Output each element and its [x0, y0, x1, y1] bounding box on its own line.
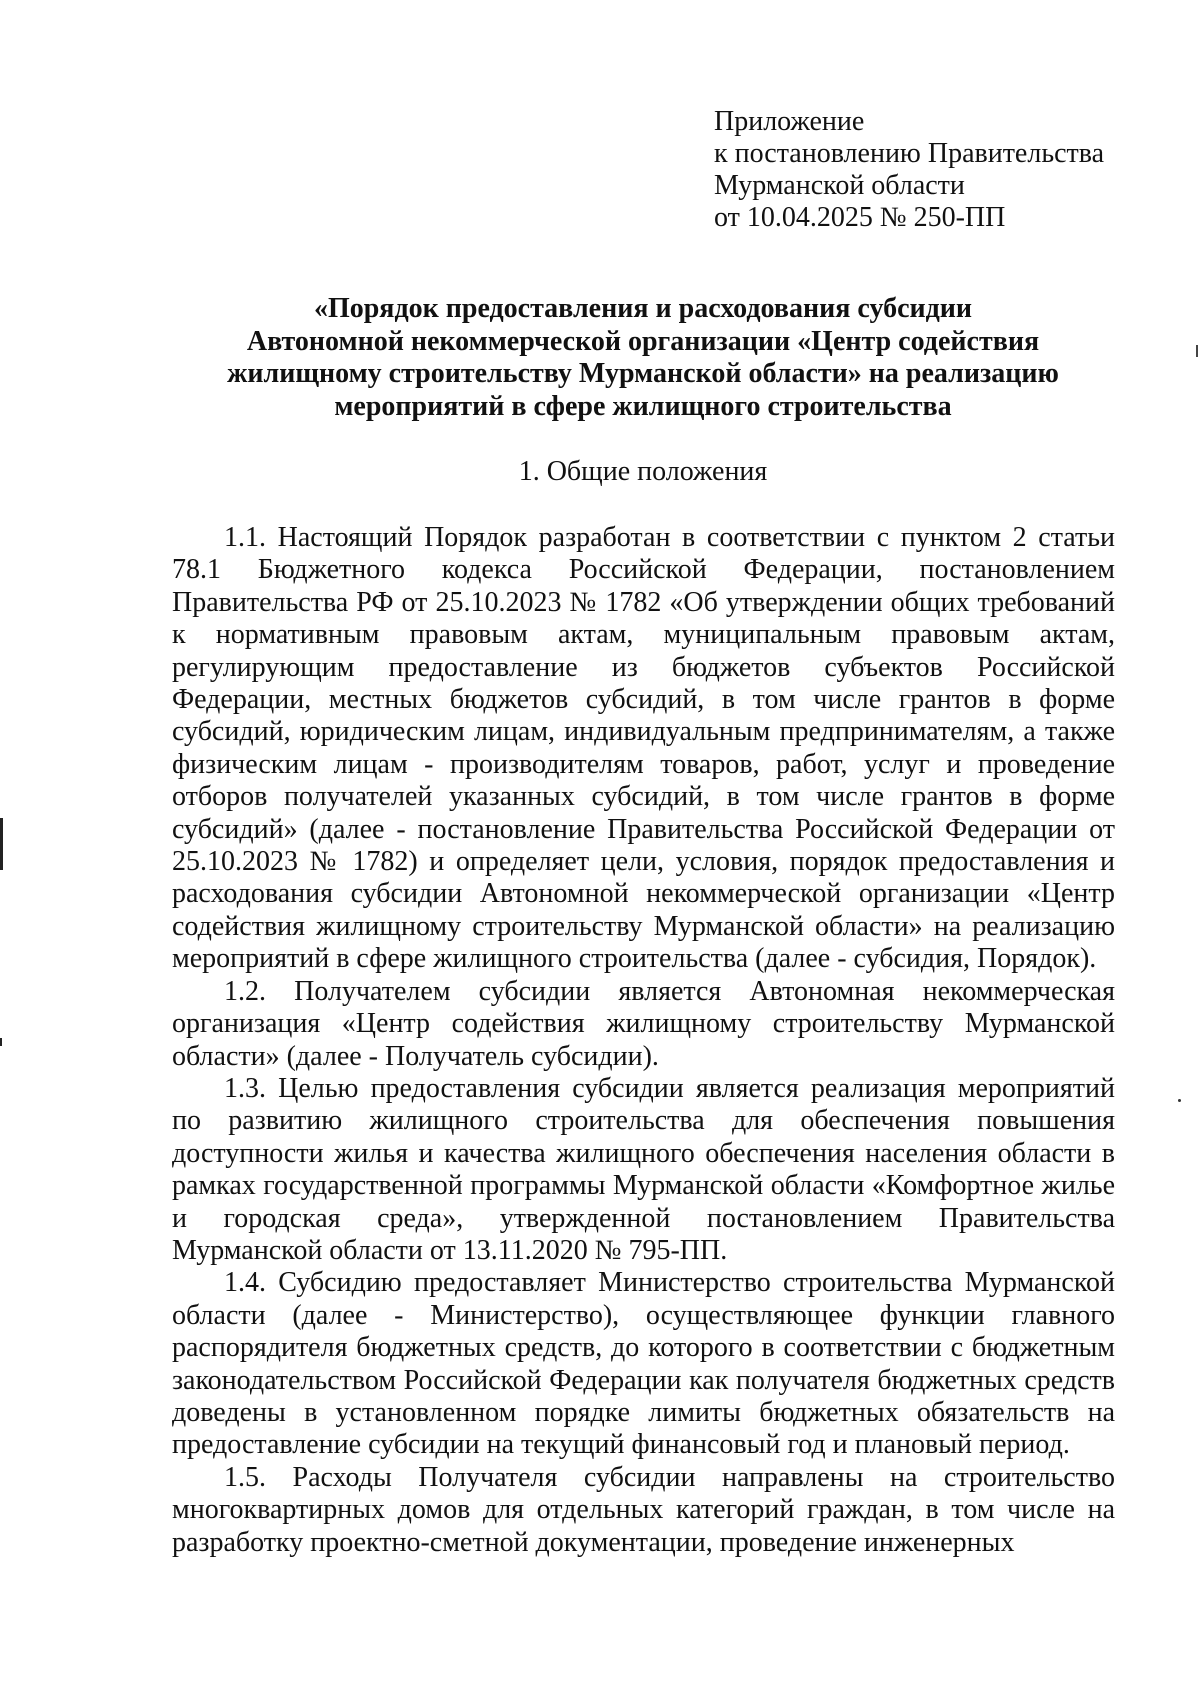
document-body [172, 522, 1115, 1559]
document-title [172, 293, 1114, 423]
paragraph-1-2: 1.2. Получателем субсидии является Автономная некоммерческая организация «Центр содействия жилищному строительству Мурманской области» (далее - Получатель субсидии). [172, 975, 1115, 1072]
scan-artifact-dot [1178, 1099, 1181, 1102]
title-line-4: мероприятий в сфере жилищного строительства [334, 390, 952, 422]
scan-artifact-left [0, 818, 3, 870]
appendix-line-2: к постановлению Правительства [714, 138, 1105, 169]
title-line-2: Автономной некоммерческой организации «Центр содействия [246, 325, 1040, 357]
paragraph-1-4: 1.4. Субсидию предоставляет Министерство строительства Мурманской области (далее - Министерство), осуществляющее функции главного распорядителя бюджетных средств, до которого в соответствии с бюджетным законодательством Российской Федерации как получателя бюджетных средств доведены в установленном порядке лимиты бюджетных обязательств на предоставление субсидии на текущий финансовый год и плановый период. [172, 1267, 1115, 1461]
appendix-line-4: от 10.04.2025 № 250-ПП [714, 202, 1006, 233]
paragraph-1-5: 1.5. Расходы Получателя субсидии направлены на строительство многоквартирных домов для отдельных категорий граждан, в том числе на разработку проектно-сметной документации, проведение инженерных [172, 1461, 1115, 1558]
appendix-line-3: Мурманской области [714, 170, 965, 201]
title-line-3: жилищному строительству Мурманской области» на реализацию [227, 358, 1059, 389]
scan-artifact-right [1196, 345, 1198, 357]
section-heading: 1. Общие положения [518, 456, 768, 487]
paragraph-1-3: 1.3. Целью предоставления субсидии является реализация мероприятий по развитию жилищного строительства для обеспечения повышения доступности жилья и качества жилищного обеспечения населения области в рамках государственной программы Мурманской области «Комфортное жилье и городская среда», утвержденной постановлением Правительства Мурманской области от 13.11.2020 № 795-ПП. [172, 1072, 1115, 1266]
appendix-block [714, 106, 1104, 234]
appendix-line-1: Приложение [714, 106, 865, 137]
scan-artifact-left-lower [0, 1038, 2, 1046]
paragraph-1-1: 1.1. Настоящий Порядок разработан в соответствии с пунктом 2 статьи 78.1 Бюджетного кодекса Российской Федерации, постановлением Правительства РФ от 25.10.2023 № 1782 «Об утверждении общих требований к нормативным правовым актам, муниципальным правовым актам, регулирующим предоставление из бюджетов субъектов Российской Федерации, местных бюджетов субсидий, в том числе грантов в форме субсидий, юридическим лицам, индивидуальным предпринимателям, а также физическим лицам - производителям товаров, работ, услуг и проведение отборов получателей указанных субсидий, в том числе грантов в форме субсидий» (далее - постановление Правительства Российской Федерации от 25.10.2023 № 1782) и определяет цели, условия, порядок предоставления и расходования субсидии Автономной некоммерческой организации «Центр содействия жилищному строительству Мурманской области» на реализацию мероприятий в сфере жилищного строительства (далее - субсидия, Порядок). [172, 522, 1115, 975]
title-line-1: «Порядок предоставления и расходования субсидии [313, 293, 973, 324]
